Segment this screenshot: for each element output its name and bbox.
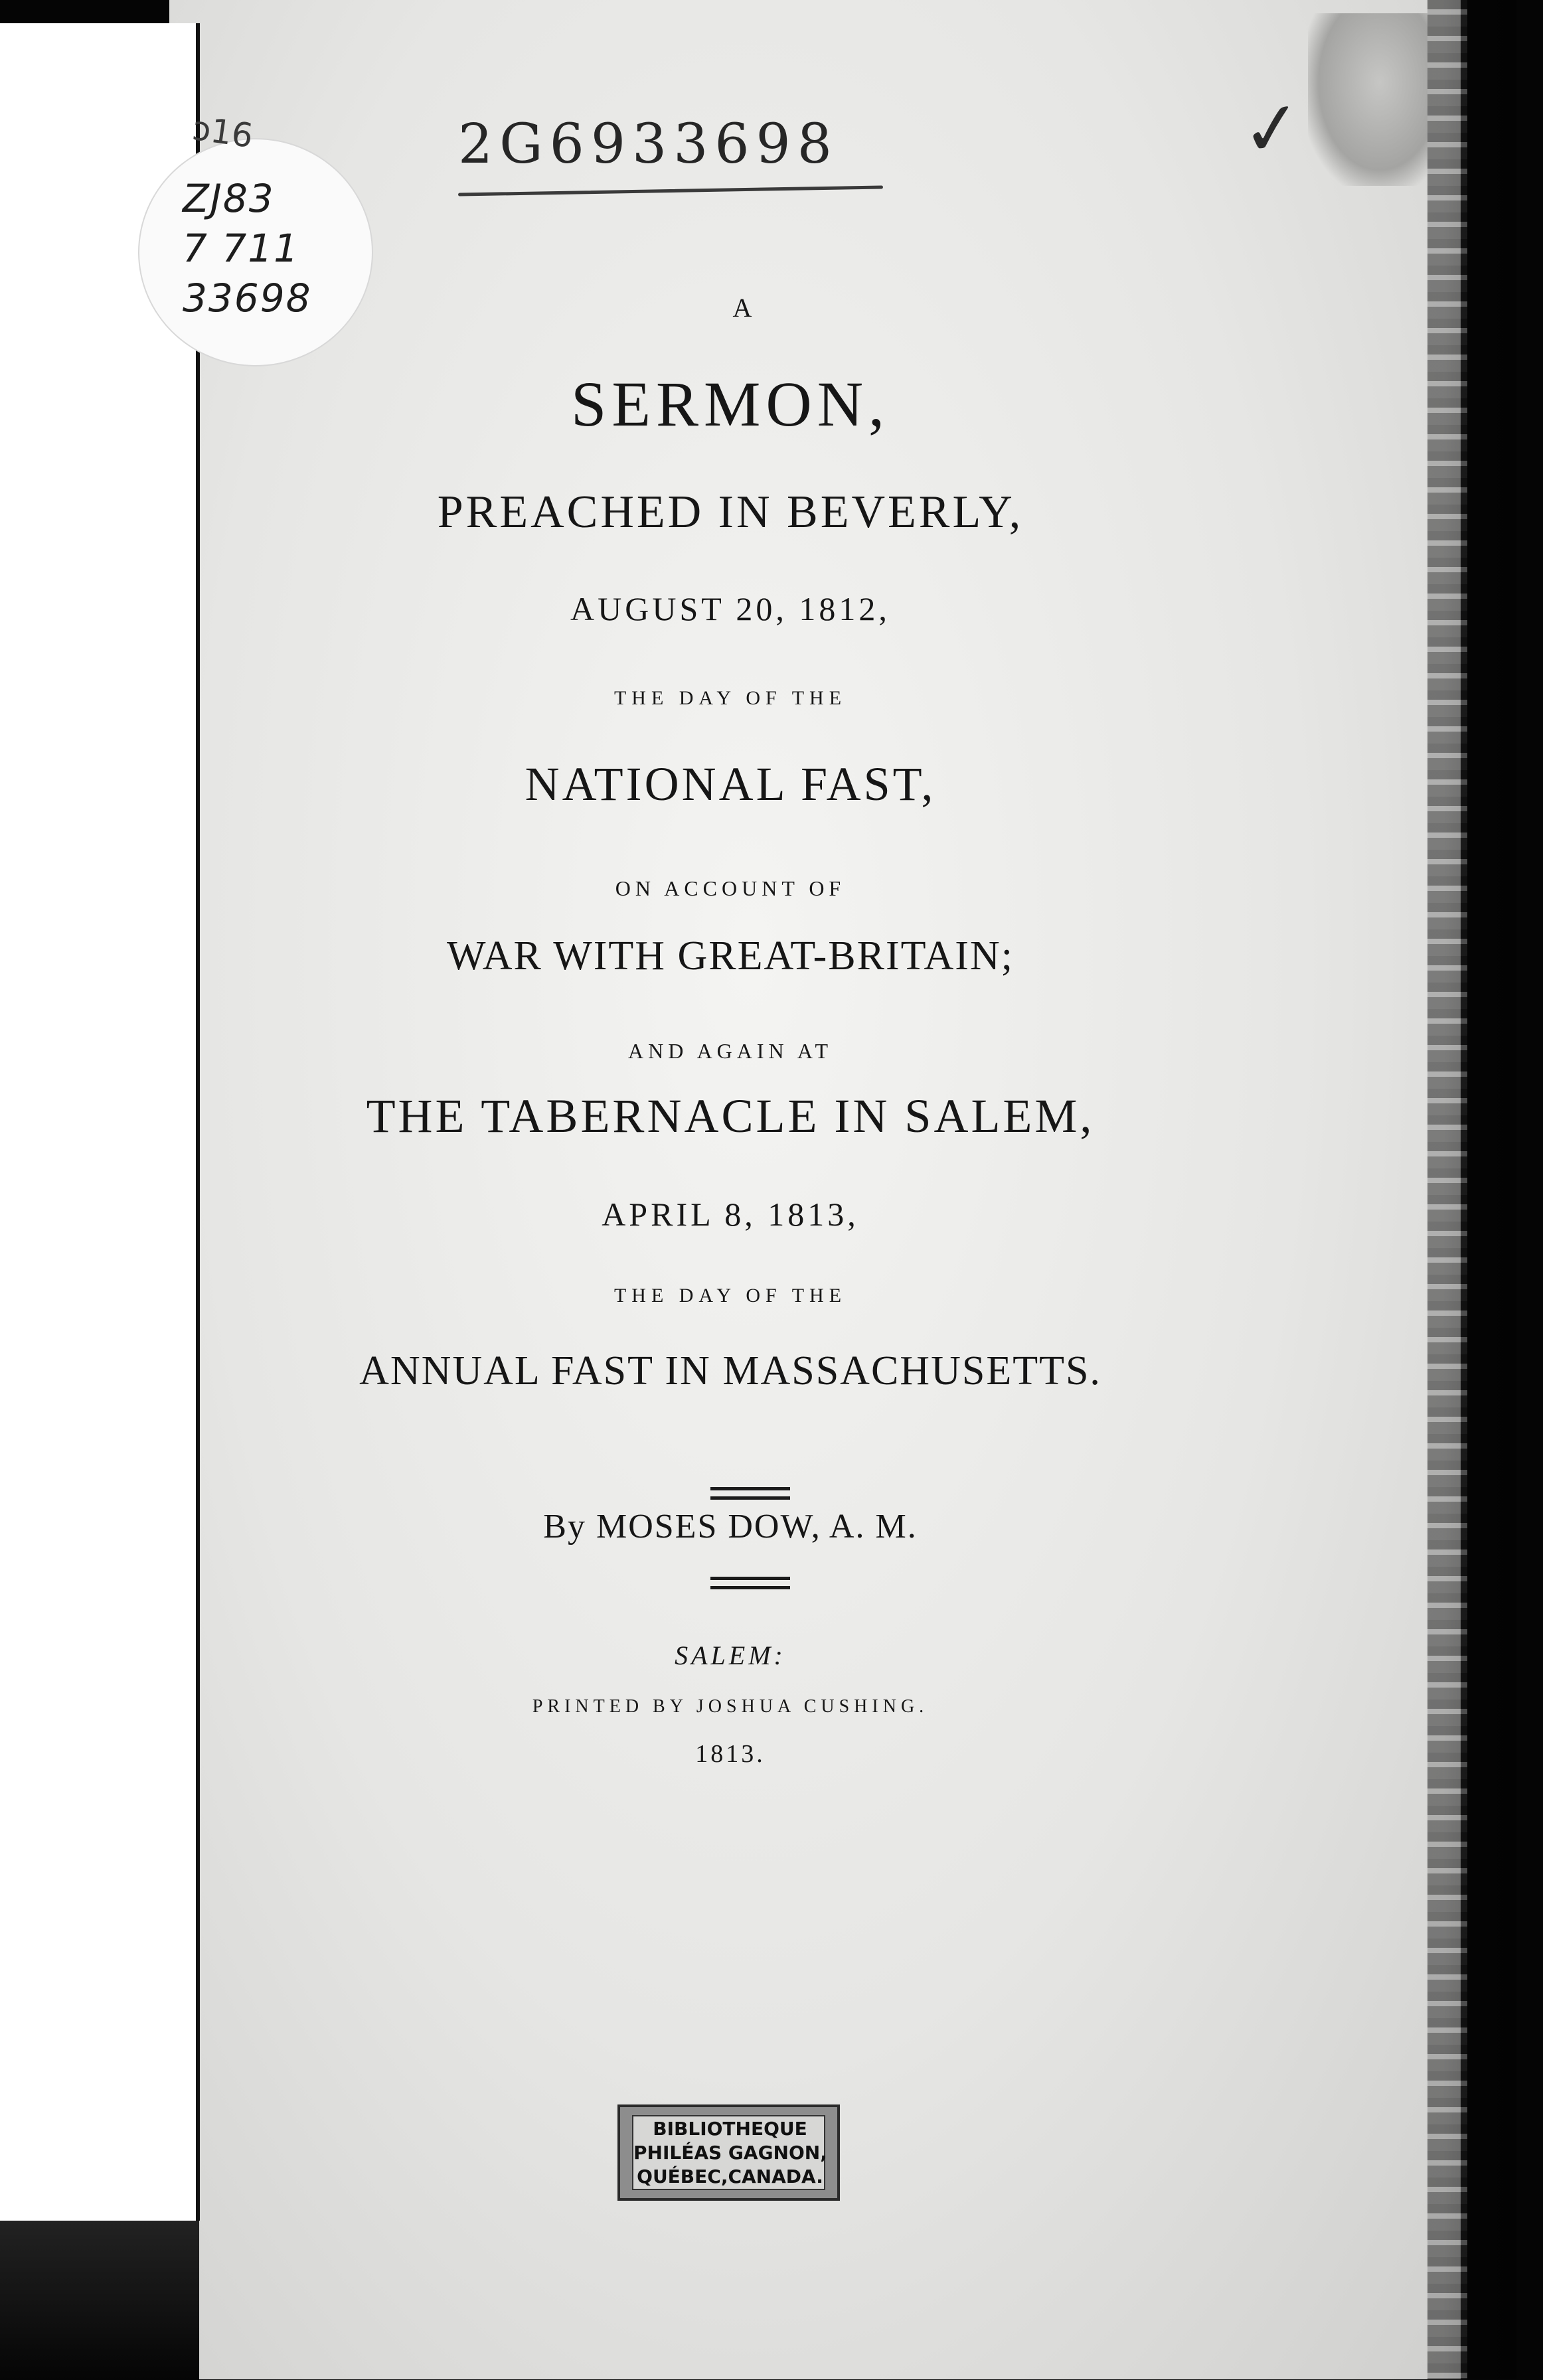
imprint-printer: PRINTED BY JOSHUA CUSHING. [532, 1696, 929, 1717]
shelf-label-line: 33698 [183, 276, 312, 321]
author-line: By MOSES DOW, A. M. [543, 1508, 918, 1546]
day-of-the-line: THE DAY OF THE [613, 687, 847, 709]
preached-line: PREACHED IN BEVERLY, [437, 487, 1024, 538]
stamp-line: QUÉBEC,CANADA. [637, 2166, 823, 2187]
shelf-label-top-mark: ɔ16 [190, 108, 256, 156]
first-date-line: AUGUST 20, 1812, [570, 590, 890, 627]
double-rule-top [710, 1496, 790, 1500]
day-of-the-line: THE DAY OF THE [613, 1285, 847, 1307]
paper-page [169, 0, 1461, 2379]
double-rule-bottom [710, 1577, 790, 1580]
shelf-label-line: ZJ83 [183, 176, 275, 221]
double-rule-bottom [710, 1586, 790, 1589]
torn-corner [1308, 13, 1427, 186]
page-title: SERMON, [570, 368, 890, 439]
handwritten-call-number: 2G6933698 [458, 113, 839, 176]
shelf-label-line: 7 711 [183, 226, 300, 271]
second-date-line: APRIL 8, 1813, [602, 1196, 859, 1233]
imprint-year: 1813. [695, 1740, 766, 1768]
annual-fast-line: ANNUAL FAST IN MASSACHUSETTS. [359, 1348, 1101, 1393]
double-rule-top [710, 1487, 790, 1490]
tabernacle-line: THE TABERNACLE IN SALEM, [366, 1089, 1095, 1143]
again-line: AND AGAIN AT [628, 1039, 833, 1063]
on-account-line: ON ACCOUNT OF [615, 876, 846, 900]
torn-right-edge [1427, 0, 1467, 2379]
title-article: A [732, 293, 755, 323]
war-line: WAR WITH GREAT-BRITAIN; [447, 933, 1014, 979]
check-mark-icon: ✓ [1237, 83, 1307, 175]
imprint-place: SALEM: [675, 1640, 786, 1670]
stamp-line: PHILÉAS GAGNON, [633, 2142, 827, 2164]
national-fast-line: NATIONAL FAST, [525, 757, 936, 811]
library-stamp [617, 2104, 840, 2201]
stamp-line: BIBLIOTHEQUE [653, 2118, 807, 2140]
library-stamp-inner [632, 2115, 825, 2190]
left-strip-shadow [0, 2221, 199, 2380]
